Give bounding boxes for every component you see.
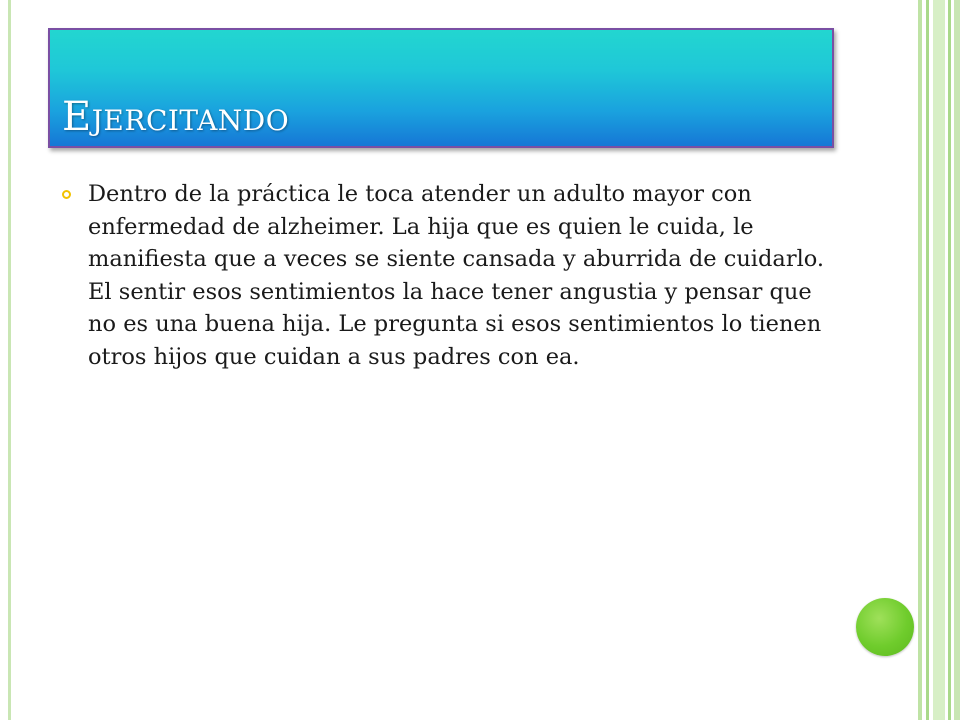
bullet-text: Dentro de la práctica le toca atender un adulto mayor con enfermedad de alzheimer. La hija que es quien le cuida, le manifiesta que a veces se siente cansada y aburrida de cuidarlo. El sentir esos sentimientos la hace tener angustia y pensar que no es una buena hija. Le pregunta si esos sentimientos lo tienen otros hijos que cuidan a sus padres con ea. (88, 181, 825, 370)
bullet-item (62, 178, 832, 373)
slide-title: Ejercitando (62, 94, 290, 140)
frame-left-stripe (8, 0, 11, 720)
frame-stripe (926, 0, 929, 720)
content-area (62, 178, 832, 373)
frame-right-stripes (918, 0, 960, 720)
green-circle-decoration (856, 598, 914, 656)
bullet-circle-icon (62, 190, 71, 199)
frame-stripe (933, 0, 945, 720)
frame-stripe (948, 0, 951, 720)
title-box (48, 28, 834, 148)
frame-stripe (918, 0, 922, 720)
frame-stripe (954, 0, 960, 720)
